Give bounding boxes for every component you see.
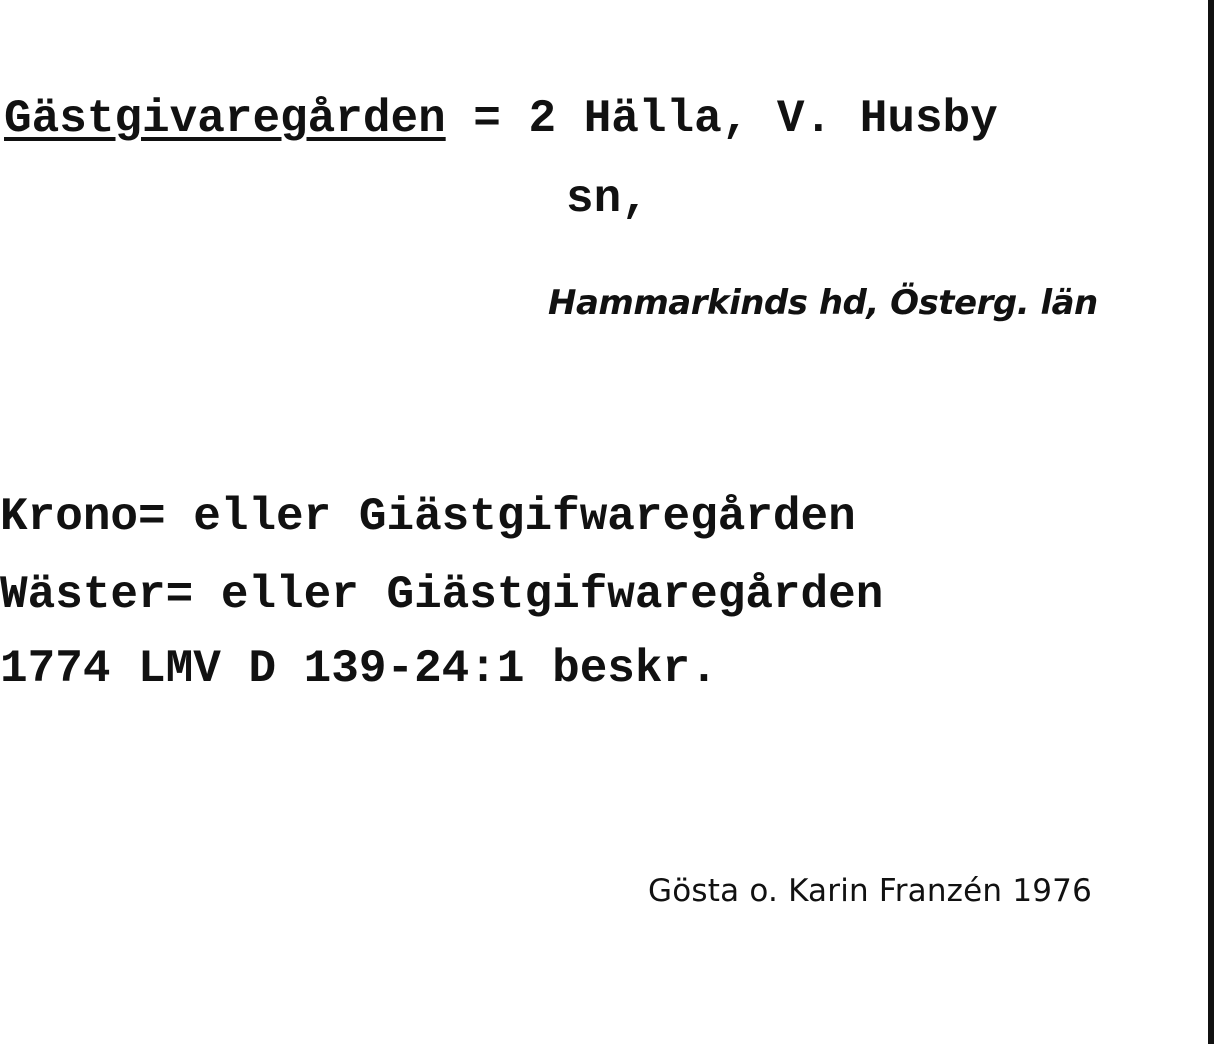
title-continuation: sn, [566, 173, 649, 225]
card-title-line [4, 93, 998, 145]
headword: Gästgivaregården [4, 93, 446, 145]
card-edge-border [1208, 0, 1214, 1044]
title-rest: = 2 Hälla, V. Husby [445, 93, 998, 145]
district-line: Hammarkinds hd, Österg. län [548, 283, 1098, 323]
credit-line: Gösta o. Karin Franzén 1976 [648, 873, 1093, 909]
entry-line: Wäster= eller Giästgifwaregården [0, 569, 884, 621]
entry-line: Krono= eller Giästgifwaregården [0, 491, 856, 543]
entry-line: 1774 LMV D 139-24:1 beskr. [0, 643, 718, 695]
